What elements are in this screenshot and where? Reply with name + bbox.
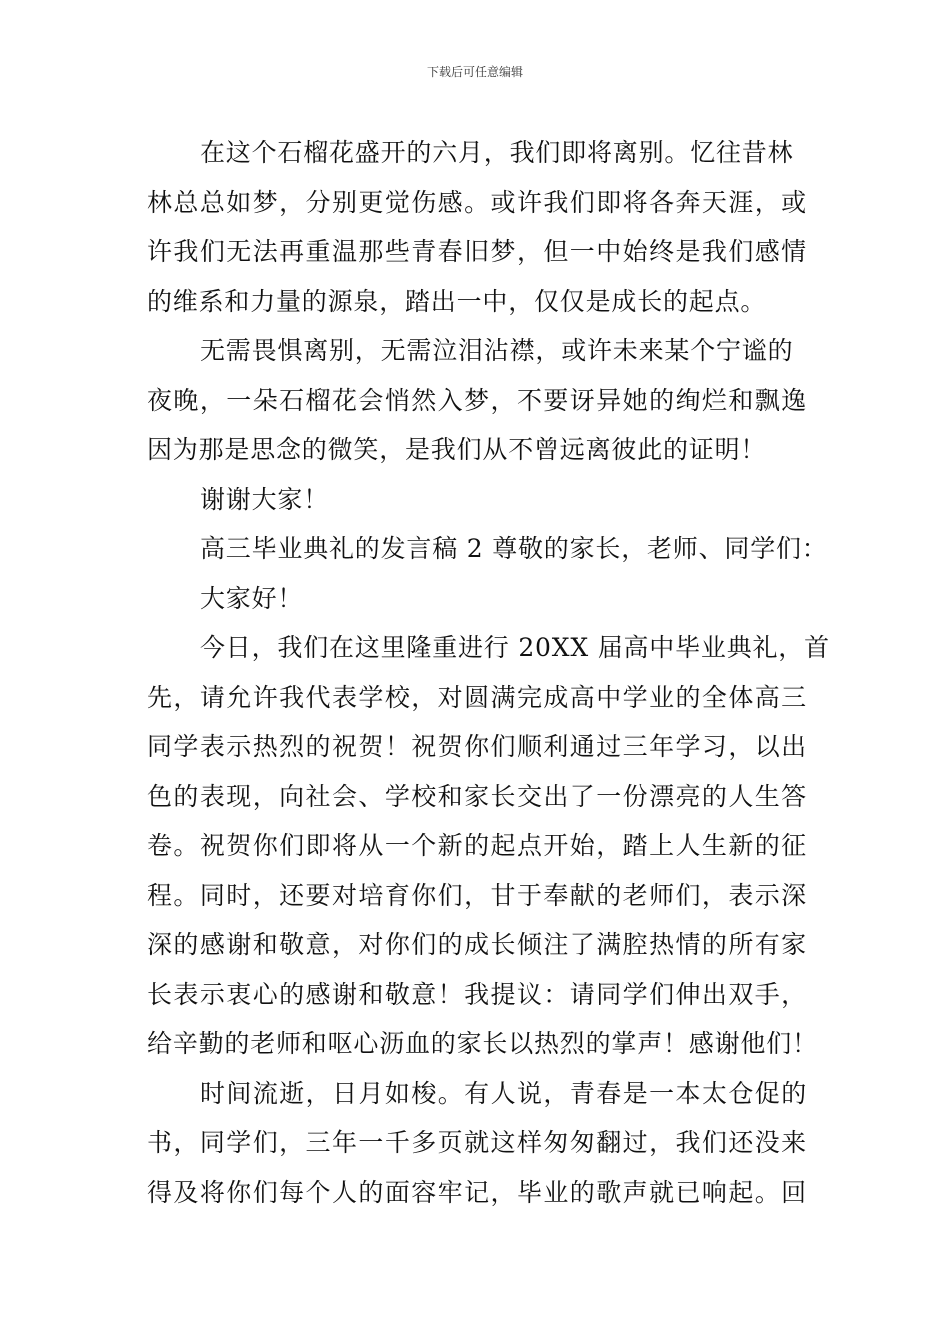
- paragraph-line: 色的表现，向社会、学校和家长交出了一份漂亮的人生答: [147, 781, 807, 811]
- paragraph-line: 大家好！: [200, 583, 304, 613]
- paragraph-line: 的维系和力量的源泉，踏出一中，仅仅是成长的起点。: [147, 286, 767, 316]
- paragraph-line: 无需畏惧离别，无需泣泪沾襟，或许未来某个宁谧的: [200, 336, 794, 365]
- paragraph-line: 因为那是思念的微笑，是我们从不曾远离彼此的证明！: [147, 435, 767, 464]
- paragraph-line: 高三毕业典礼的发言稿 2 尊敬的家长，老师、同学们：: [200, 534, 828, 563]
- paragraph-line: 长表示衷心的感谢和敬意！我提议：请同学们伸出双手，: [147, 979, 807, 1009]
- paragraph-line: 先，请允许我代表学校，对圆满完成高中学业的全体高三: [147, 682, 807, 712]
- paragraph-line: 得及将你们每个人的面容牢记，毕业的歌声就已响起。回: [147, 1177, 807, 1207]
- paragraph-line: 谢谢大家！: [200, 484, 330, 514]
- paragraph-line: 今日，我们在这里隆重进行 20XX 届高中毕业典礼，首: [200, 633, 830, 662]
- paragraph-line: 程。同时，还要对培育你们，甘于奉献的老师们，表示深: [147, 880, 807, 910]
- paragraph-line: 在这个石榴花盛开的六月，我们即将离别。忆往昔林: [200, 138, 794, 167]
- paragraph-line: 时间流逝，日月如梭。有人说，青春是一本太仓促的: [200, 1078, 807, 1108]
- paragraph-line: 夜晚，一朵石榴花会悄然入梦，不要讶异她的绚烂和飘逸: [147, 385, 807, 415]
- paragraph-line: 许我们无法再重温那些青春旧梦，但一中始终是我们感情: [147, 237, 807, 266]
- paragraph-line: 卷。祝贺你们即将从一个新的起点开始，踏上人生新的征: [147, 831, 807, 860]
- page-header: 下载后可任意编辑: [426, 65, 523, 79]
- paragraph-line: 给辛勤的老师和呕心沥血的家长以热烈的掌声！感谢他们！: [147, 1029, 818, 1058]
- document-body: [147, 128, 830, 1217]
- paragraph-line: 书，同学们，三年一千多页就这样匆匆翻过，我们还没来: [147, 1128, 807, 1157]
- paragraph-line: 林总总如梦，分别更觉伤感。或许我们即将各奔天涯，或: [147, 187, 807, 217]
- paragraph-line: 深的感谢和敬意，对你们的成长倾注了满腔热情的所有家: [147, 930, 807, 959]
- paragraph-line: 同学表示热烈的祝贺！祝贺你们顺利通过三年学习，以出: [147, 732, 807, 761]
